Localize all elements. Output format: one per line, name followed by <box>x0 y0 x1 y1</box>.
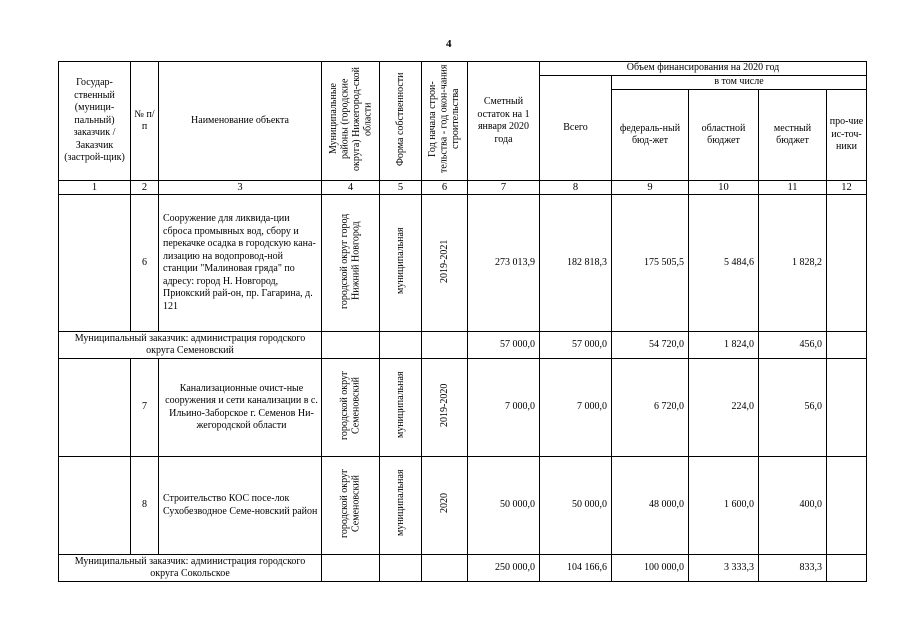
column-number: 10 <box>689 181 759 195</box>
column-number: 3 <box>159 181 322 195</box>
table-row <box>59 195 867 332</box>
column-number: 2 <box>131 181 159 195</box>
ownership-text: муниципальная <box>394 372 406 439</box>
ownership-cell <box>380 359 422 457</box>
empty-cell <box>322 332 380 359</box>
financing-table <box>58 61 867 582</box>
header-years <box>422 62 468 181</box>
years-cell <box>422 457 468 555</box>
local-value: 456,0 <box>759 332 827 359</box>
column-number: 1 <box>59 181 131 195</box>
total-value: 50 000,0 <box>540 457 612 555</box>
local-value: 400,0 <box>759 457 827 555</box>
header-years-text: Год начала строи-тельства - год окон-чания строительства <box>427 64 462 173</box>
header-customer: Государ-ственный (муници-пальный) заказчик / Заказчик (застрой-щик) <box>59 62 131 181</box>
table-row <box>59 359 867 457</box>
ownership-cell <box>380 457 422 555</box>
header-district <box>322 62 380 181</box>
row-number: 7 <box>131 359 159 457</box>
remainder-value: 250 000,0 <box>468 555 540 582</box>
empty-cell <box>322 555 380 582</box>
column-number: 7 <box>468 181 540 195</box>
column-number: 4 <box>322 181 380 195</box>
other-value <box>827 457 867 555</box>
header-num: № п/п <box>131 62 159 181</box>
header-ownership <box>380 62 422 181</box>
page-number: 4 <box>446 38 452 50</box>
object-name: Канализационные очист-ные сооружения и сети канализации в с. Ильино-Заборское г. Семенов Ни-жегородской области <box>159 359 322 457</box>
years-text: 2020 <box>438 493 450 514</box>
customer-row <box>59 555 867 582</box>
row-number: 8 <box>131 457 159 555</box>
regional-value: 5 484,6 <box>689 195 759 332</box>
years-cell <box>422 359 468 457</box>
customer-cell <box>59 195 131 332</box>
column-number: 9 <box>612 181 689 195</box>
customer-label: Муниципальный заказчик: администрация городского округа Семеновский <box>59 332 322 359</box>
other-value <box>827 555 867 582</box>
local-value: 1 828,2 <box>759 195 827 332</box>
federal-value: 48 000,0 <box>612 457 689 555</box>
ownership-text: муниципальная <box>394 470 406 537</box>
other-value <box>827 332 867 359</box>
header-regional: областной бюджет <box>689 90 759 181</box>
remainder-value: 273 013,9 <box>468 195 540 332</box>
regional-value: 1 600,0 <box>689 457 759 555</box>
column-number: 12 <box>827 181 867 195</box>
remainder-value: 57 000,0 <box>468 332 540 359</box>
district-text: городской округ город Нижний Новгород <box>339 213 362 309</box>
header-financing: Объем финансирования на 2020 год <box>540 62 867 76</box>
customer-cell <box>59 457 131 555</box>
object-name: Строительство КОС посе-лок Сухобезводное Семе-новский район <box>159 457 322 555</box>
other-value <box>827 195 867 332</box>
column-number: 5 <box>380 181 422 195</box>
header-total: Всего <box>540 76 612 181</box>
district-text: городской округ Семеновский <box>339 468 362 538</box>
ownership-text: муниципальная <box>394 227 406 295</box>
federal-value: 100 000,0 <box>612 555 689 582</box>
customer-row <box>59 332 867 359</box>
remainder-value: 7 000,0 <box>468 359 540 457</box>
district-text: городской округ Семеновский <box>339 370 362 440</box>
ownership-cell <box>380 195 422 332</box>
column-number-row <box>59 181 867 195</box>
other-value <box>827 359 867 457</box>
empty-cell <box>422 555 468 582</box>
remainder-value: 50 000,0 <box>468 457 540 555</box>
header-remainder: Сметный остаток на 1 января 2020 года <box>468 62 540 181</box>
header-local: местный бюджет <box>759 90 827 181</box>
federal-value: 54 720,0 <box>612 332 689 359</box>
federal-value: 175 505,5 <box>612 195 689 332</box>
empty-cell <box>380 555 422 582</box>
local-value: 833,3 <box>759 555 827 582</box>
column-number: 6 <box>422 181 468 195</box>
regional-value: 1 824,0 <box>689 332 759 359</box>
column-number: 11 <box>759 181 827 195</box>
row-number: 6 <box>131 195 159 332</box>
years-text: 2019-2020 <box>438 383 450 428</box>
header-district-text: Муниципальные районы (городские округа) Нижегород-ской области <box>327 66 373 171</box>
column-number: 8 <box>540 181 612 195</box>
total-value: 7 000,0 <box>540 359 612 457</box>
federal-value: 6 720,0 <box>612 359 689 457</box>
total-value: 182 818,3 <box>540 195 612 332</box>
empty-cell <box>422 332 468 359</box>
header-other: про-чие ис-точ-ники <box>827 90 867 181</box>
header-federal: федераль-ный бюд-жет <box>612 90 689 181</box>
header-object: Наименование объекта <box>159 62 322 181</box>
customer-cell <box>59 359 131 457</box>
district-cell <box>322 195 380 332</box>
regional-value: 3 333,3 <box>689 555 759 582</box>
total-value: 57 000,0 <box>540 332 612 359</box>
header-including: в том числе <box>612 76 867 90</box>
years-text: 2019-2021 <box>438 239 450 283</box>
years-cell <box>422 195 468 332</box>
empty-cell <box>380 332 422 359</box>
district-cell <box>322 359 380 457</box>
customer-label: Муниципальный заказчик: администрация городского округа Сокольское <box>59 555 322 582</box>
district-cell <box>322 457 380 555</box>
header-ownership-text: Форма собственности <box>394 72 406 166</box>
local-value: 56,0 <box>759 359 827 457</box>
object-name: Сооружение для ликвида-ции сброса промывных вод, сбору и перекачке осадка в городскую кана-лизацию на водопровод-ной станции "Малиновая гряда" по адресу: город Н. Новгород, Приокский рай-он, пр. Гагарина, д. 121 <box>159 195 322 332</box>
regional-value: 224,0 <box>689 359 759 457</box>
table-row <box>59 457 867 555</box>
total-value: 104 166,6 <box>540 555 612 582</box>
